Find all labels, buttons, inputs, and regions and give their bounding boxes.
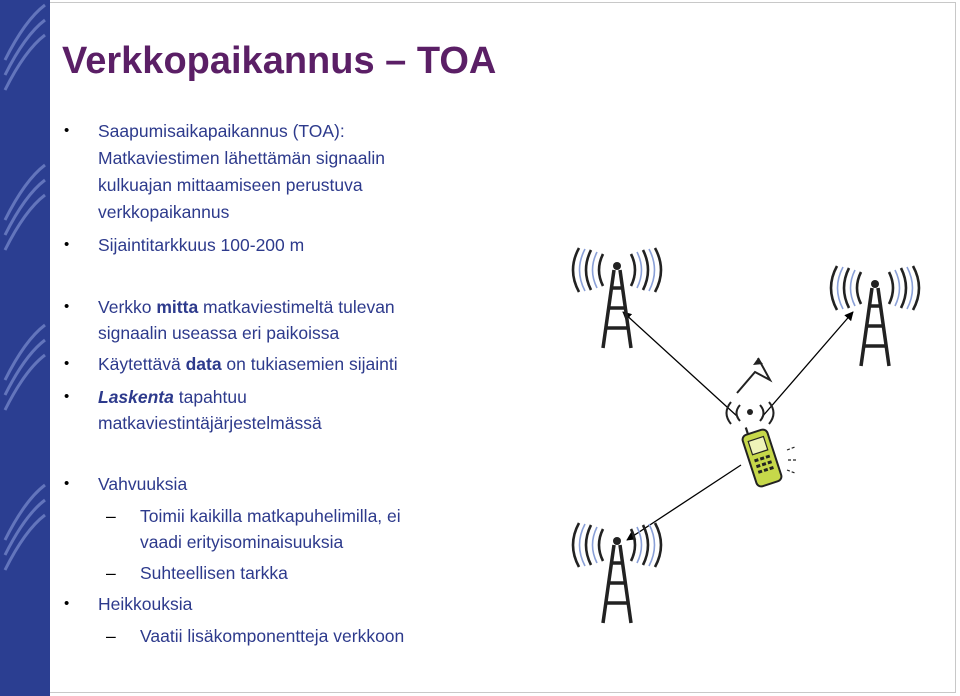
bullet-dot-icon: • [64, 595, 70, 612]
mobile-phone-icon [739, 422, 783, 488]
bullet-dot-icon: • [64, 388, 70, 405]
antenna-tower-icon [831, 266, 919, 366]
slide-title: Verkkopaikannus – TOA [62, 40, 497, 82]
bullet-dot-icon: • [64, 122, 70, 139]
decorative-left-band [0, 0, 50, 696]
slide: Verkkopaikannus – TOA • Saapumisaikapaikannus (TOA): Matkaviestimen lähettämän signaalin kulkuajan mittaamiseen perustuva verkkopaikannus • Sijaintitarkkuus 100-200 m • Verkko mitta matkaviestimeltä tulevan signaalin useassa eri paikoissa • Käytettävä data on tukiasemien sijainti • Laskenta tapahtuu matkaviestintäjärjestelmässä • Vahvuuksia – Toimii kaikilla matkapuhelimilla, ei vaadi erityisominaisuuksia – Suhteellisen tarkka • Heikkouksia – Vaatii lisäkomponentteja verkkoon [0, 0, 960, 696]
bullet-dot-icon: • [64, 298, 70, 315]
dash-icon: – [106, 563, 116, 583]
signal-arrow [623, 312, 738, 417]
dash-icon: – [106, 626, 116, 646]
dash-icon: – [106, 506, 116, 526]
bullet-dot-icon: • [64, 236, 70, 253]
signal-arrow [762, 312, 853, 417]
bullet-dot-icon: • [64, 475, 70, 492]
antenna-tower-icon [573, 248, 661, 348]
toa-diagram [555, 240, 950, 640]
lightning-signal-icon [737, 358, 770, 393]
flame-pattern-icon [0, 0, 50, 696]
bullet-dot-icon: • [64, 355, 70, 372]
antenna-tower-icon [573, 523, 661, 623]
